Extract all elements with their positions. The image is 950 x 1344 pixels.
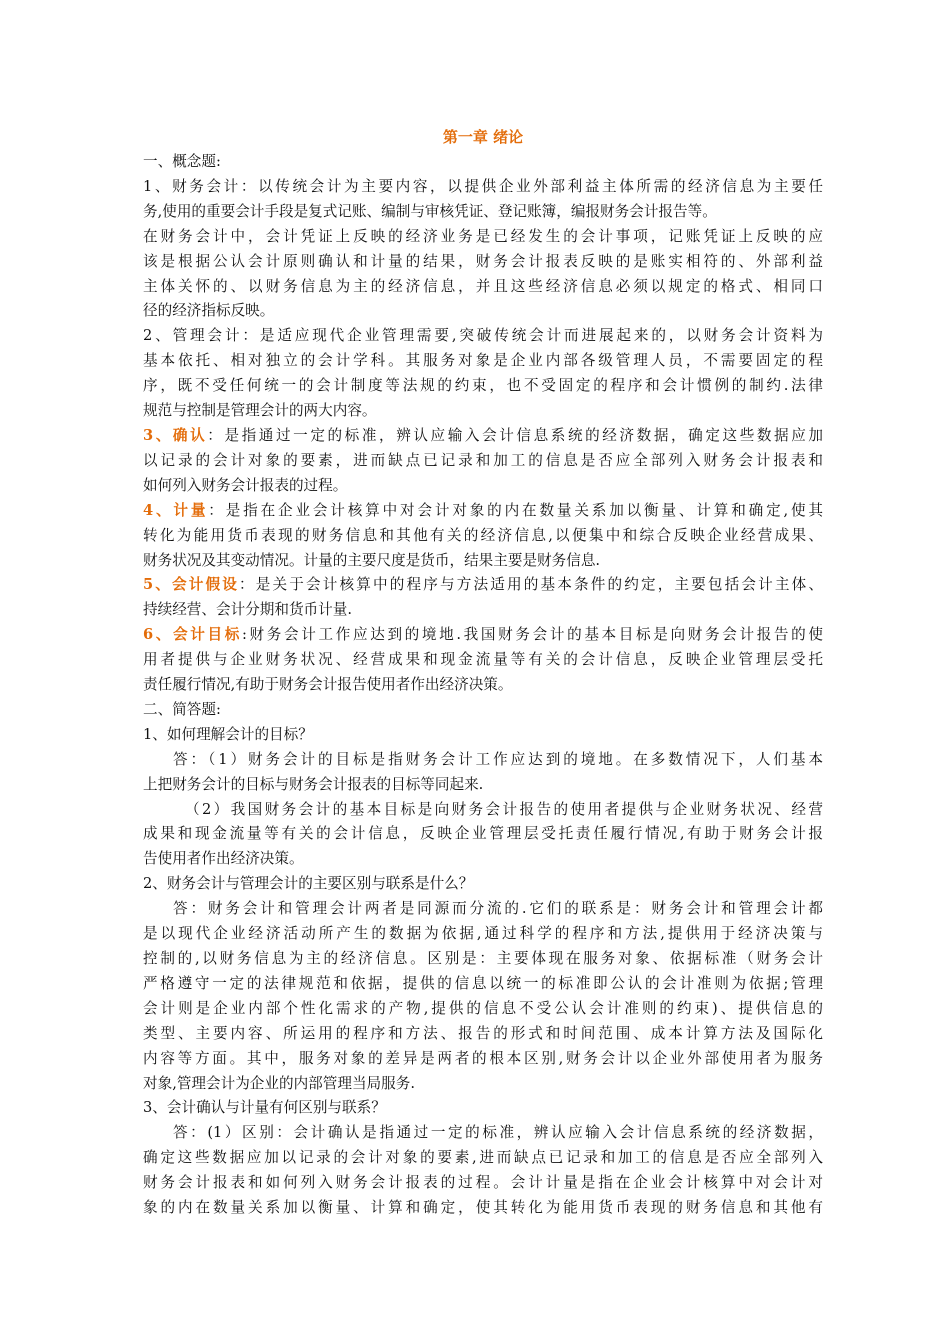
text-line [143,399,823,424]
text-line [143,922,823,947]
line-text: 确定这些数据应加以记录的会计对象的要素,进而缺点已记录和加工的信息是否应全部列入 [143,1149,823,1167]
text-line [143,549,823,574]
line-text: ：是指通过一定的标准，辨认应输入会计信息系统的经济数据，确定这些数据应加 [207,426,823,444]
text-line [143,150,823,175]
line-text: 一、概念题: [143,153,221,170]
text-line [143,698,823,723]
text-line [143,1121,823,1146]
text-line [143,947,823,972]
line-text: 用者提供与企业财务状况、经营成果和现金流量等有关的会计信息，反映企业管理层受托 [143,651,823,669]
term-label: 3、确认 [143,426,208,444]
line-text: 转化为能用货币表现的财务信息和其他有关的经济信息,以便集中和综合反映企业经营成果、 [143,526,823,544]
text-line [143,175,823,200]
line-text: 2、管理会计：是适应现代企业管理需要,突破传统会计而进展起来的，以财务会计资料为 [143,327,823,345]
line-text: 类型、主要内容、所运用的程序和方法、报告的形式和时间范围、成本计算方法及国际化 [143,1024,823,1042]
text-line [143,872,823,897]
line-text: 答：财务会计和管理会计两者是同源而分流的.它们的联系是：财务会计和管理会计都 [173,900,823,918]
line-text: （2）我国财务会计的基本目标是向财务会计报告的使用者提供与企业财务状况、经营 [185,800,823,818]
document-body [143,150,823,1221]
text-line [143,1072,823,1097]
line-text: ：是关于会计核算中的程序与方法适用的基本条件的约定，主要包括会计主体、 [239,576,823,594]
line-text: 告使用者作出经济决策。 [143,850,304,868]
line-text: ：是指在企业会计核算中对会计对象的内在数量关系加以衡量、计算和确定,使其 [208,501,823,519]
line-text: 以记录的会计对象的要素，进而缺点已记录和加工的信息是否应全部列入财务会计报表和 [143,451,823,469]
line-text: 务,使用的重要会计手段是复式记账、编制与审核凭证、登记账簿，编报财务会计报告等。 [143,202,717,220]
line-text: 象的内在数量关系加以衡量、计算和确定，使其转化为能用货币表现的财务信息和其他有 [143,1199,823,1217]
text-line [143,997,823,1022]
line-text: 1、如何理解会计的目标？ [143,725,313,743]
line-text: 序，既不受任何统一的会计制度等法规的约束，也不受固定的程序和会计惯例的制约.法律 [143,377,823,395]
line-text: 是以现代企业经济活动所产生的数据为依据,通过科学的程序和方法,提供用于经济决策与 [143,925,823,943]
text-line [143,673,823,698]
line-text: 责任履行情况,有助于财务会计报告使用者作出经济决策。 [143,676,513,694]
text-line [143,1171,823,1196]
text-line [143,723,823,748]
text-line [143,773,823,798]
line-text: 答：(1）区别：会计确认是指通过一定的标准，辨认应输入会计信息系统的经济数据， [173,1124,823,1142]
text-line [143,847,823,872]
term-label: 5、会计假设 [143,576,240,594]
term-label: 4、计量 [143,501,209,519]
line-text: 该是根据公认会计原则确认和计量的结果，财务会计报表反映的是账实相符的、外部利益 [143,252,823,270]
text-line [143,897,823,922]
text-line [143,524,823,549]
text-line [143,349,823,374]
text-line [143,1022,823,1047]
text-line [143,748,823,773]
line-text: 持续经营、会计分期和货币计量. [143,601,352,619]
document-page [143,124,823,1221]
line-text: 内容等方面。其中，服务对象的差异是两者的根本区别,财务会计以企业外部使用者为服务 [143,1049,823,1067]
text-line [143,324,823,349]
line-text: 如何列入财务会计报表的过程。 [143,476,348,494]
line-text: 财务会计报表和如何列入财务会计报表的过程。会计计量是指在企业会计核算中对会计对 [143,1174,823,1192]
line-text: 3、会计确认与计量有何区别与联系？ [143,1099,386,1117]
line-text: 径的经济指标反映。 [143,302,275,320]
text-line [143,499,823,524]
line-text: 对象,管理会计为企业的内部管理当局服务. [143,1074,415,1092]
text-line [143,474,823,499]
line-text: :财务会计工作应达到的境地.我国财务会计的基本目标是向财务会计报告的使 [241,626,823,644]
text-line [143,798,823,823]
line-text: 答：（1）财务会计的目标是指财务会计工作应达到的境地。在多数情况下，人们基本 [173,750,823,768]
chapter-title: 第一章 绪论 [442,128,524,146]
line-text: 严格遵守一定的法律规范和依据，提供的信息以统一的标准即公认的会计准则为依据;管理 [143,974,823,992]
text-line [143,648,823,673]
text-line [143,200,823,225]
text-line [143,598,823,623]
line-text: 1、财务会计：以传统会计为主要内容，以提供企业外部利益主体所需的经济信息为主要任 [143,177,823,195]
line-text: 会计则是企业内部个性化需求的产物,提供的信息不受公认会计准则的约束)、提供信息的 [143,999,823,1017]
line-text: 控制的,以财务信息为主的经济信息。区别是：主要体现在服务对象、依据标准（财务会计 [143,950,823,967]
text-line [143,1146,823,1171]
line-text: 成果和现金流量等有关的会计信息，反映企业管理层受托责任履行情况,有助于财务会计报 [143,825,823,843]
line-text: 在财务会计中，会计凭证上反映的经济业务是已经发生的会计事项，记账凭证上反映的应 [143,227,823,245]
line-text: 主体关怀的、以财务信息为主的经济信息，并且这些经济信息必须以规定的格式、相同口 [143,277,823,295]
text-line [143,822,823,847]
text-line [143,374,823,399]
line-text: 上把财务会计的目标与财务会计报表的目标等同起来. [143,775,484,793]
text-line [143,449,823,474]
line-text: 2、财务会计与管理会计的主要区别与联系是什么？ [143,875,474,893]
text-line [143,623,823,648]
text-line [143,424,823,449]
text-line [143,1047,823,1072]
text-line [143,972,823,997]
text-line [143,250,823,275]
text-line [143,1096,823,1121]
text-line [143,299,823,324]
line-text: 基本依托、相对独立的会计学科。其服务对象是企业内部各级管理人员，不需要固定的程 [143,352,823,370]
text-line [143,275,823,300]
text-line [143,1196,823,1221]
term-label: 6、会计目标 [143,626,242,644]
text-line [143,573,823,598]
line-text: 规范与控制是管理会计的两大内容。 [143,402,377,420]
line-text: 二、简答题: [143,700,221,718]
line-text: 财务状况及其变动情况。计量的主要尺度是货币，结果主要是财务信息. [143,551,601,569]
text-line [143,225,823,250]
